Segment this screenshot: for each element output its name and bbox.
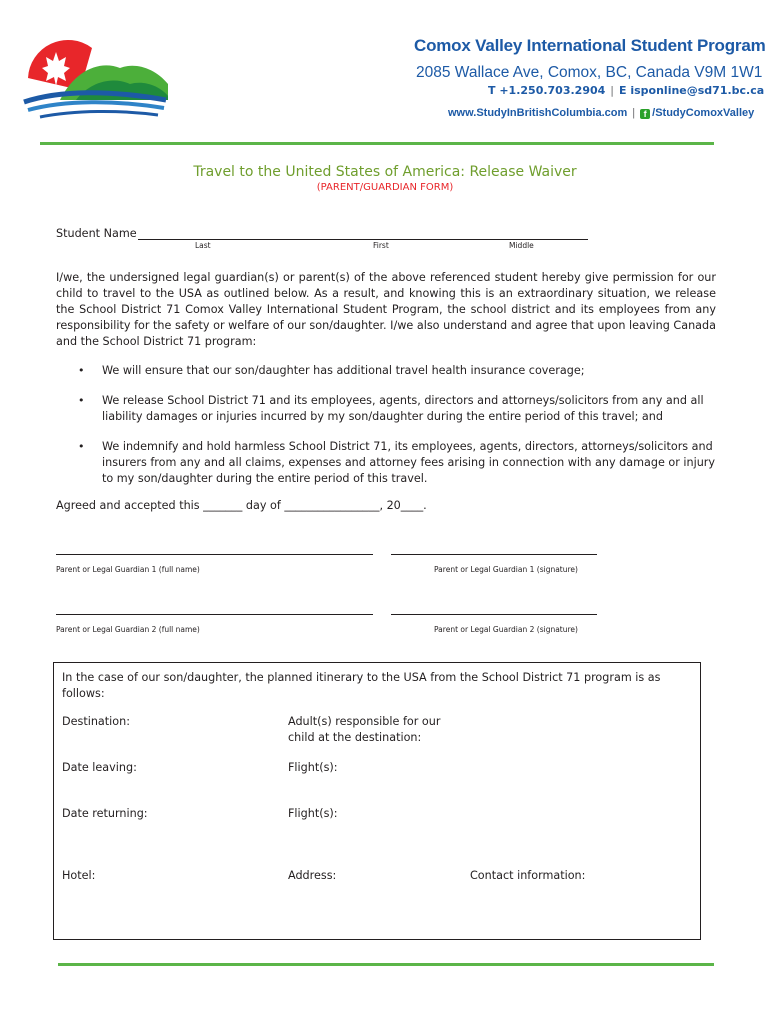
hotel-label[interactable]: Hotel:	[62, 869, 96, 882]
cvisp-logo	[20, 38, 170, 122]
itinerary-box	[53, 662, 701, 940]
contact-information-label[interactable]: Contact information:	[470, 869, 586, 882]
header-divider	[40, 142, 714, 145]
bullet-marker: •	[78, 394, 85, 407]
org-contact-line	[488, 84, 764, 97]
separator: |	[610, 84, 614, 97]
org-address: 2085 Wallace Ave, Comox, BC, Canada V9M 1W1	[416, 64, 763, 81]
org-email[interactable]: E isponline@sd71.bc.ca	[619, 84, 765, 97]
adults-responsible-label-2: child at the destination:	[288, 731, 422, 744]
adults-responsible-label-1[interactable]: Adult(s) responsible for our	[288, 715, 441, 728]
bullet-item: We indemnify and hold harmless School District 71, its employees, agents, directors, attorneys/solicitors and insurers from any and all claims, expenses and attorney fees arising in connection with any damage or injury to my son/daughter during the entire period of this travel.	[102, 440, 716, 485]
middle-name-caption: Middle	[509, 241, 534, 250]
org-name: Comox Valley International Student Program	[414, 36, 766, 55]
guardian1-signature-field[interactable]	[391, 554, 597, 555]
org-website[interactable]: www.StudyInBritishColumbia.com	[448, 107, 628, 119]
guardian1-signature-caption: Parent or Legal Guardian 1 (signature)	[434, 565, 578, 574]
bullet-item: We will ensure that our son/daughter has additional travel health insurance coverage;	[102, 364, 585, 377]
address-label[interactable]: Address:	[288, 869, 337, 882]
guardian2-signature-caption: Parent or Legal Guardian 2 (signature)	[434, 625, 578, 634]
waiver-intro-paragraph: I/we, the undersigned legal guardian(s) or parent(s) of the above referenced student hereby give permission for our child to travel to the USA as outlined below. As a result, and knowing this is an extraordinary situation, we release the School District 71 Comox Valley International Student Program, the school district and its employees from any responsibility for the safety or welfare of our son/daughter. I/we also understand and agree that upon leaving Canada and the School District 71 program:	[56, 271, 716, 348]
guardian2-signature-field[interactable]	[391, 614, 597, 615]
date-leaving-label[interactable]: Date leaving:	[62, 761, 137, 774]
departing-flights-label[interactable]: Flight(s):	[288, 761, 338, 774]
bullet-marker: •	[78, 440, 85, 453]
org-phone: T +1.250.703.2904	[488, 84, 606, 97]
form-title: Travel to the United States of America: Release Waiver	[193, 164, 577, 180]
itinerary-intro: In the case of our son/daughter, the planned itinerary to the USA from the School District 71 program is as follows:	[62, 671, 661, 700]
guardian1-name-caption: Parent or Legal Guardian 1 (full name)	[56, 565, 200, 574]
bullet-marker: •	[78, 364, 85, 377]
org-web-line	[448, 107, 754, 119]
org-facebook[interactable]: /StudyComoxValley	[652, 107, 755, 119]
bullet-item: We release School District 71 and its employees, agents, directors and attorneys/solicitors from any and all liability damages or injuries incurred by my son/daughter during the entire period of this travel; and	[102, 394, 704, 423]
guardian1-name-field[interactable]	[56, 554, 373, 555]
student-name-field[interactable]	[138, 239, 588, 240]
destination-label[interactable]: Destination:	[62, 715, 130, 728]
separator: |	[632, 107, 636, 119]
returning-flights-label[interactable]: Flight(s):	[288, 807, 338, 820]
last-name-caption: Last	[195, 241, 211, 250]
first-name-caption: First	[373, 241, 389, 250]
guardian2-name-field[interactable]	[56, 614, 373, 615]
footer-divider	[58, 963, 714, 966]
guardian2-name-caption: Parent or Legal Guardian 2 (full name)	[56, 625, 200, 634]
form-subtitle: (PARENT/GUARDIAN FORM)	[316, 182, 454, 193]
facebook-icon: f	[640, 109, 650, 119]
agreed-accepted-line[interactable]: Agreed and accepted this _______ day of _________________, 20____.	[56, 499, 427, 512]
student-name-label: Student Name	[56, 227, 137, 240]
date-returning-label[interactable]: Date returning:	[62, 807, 148, 820]
